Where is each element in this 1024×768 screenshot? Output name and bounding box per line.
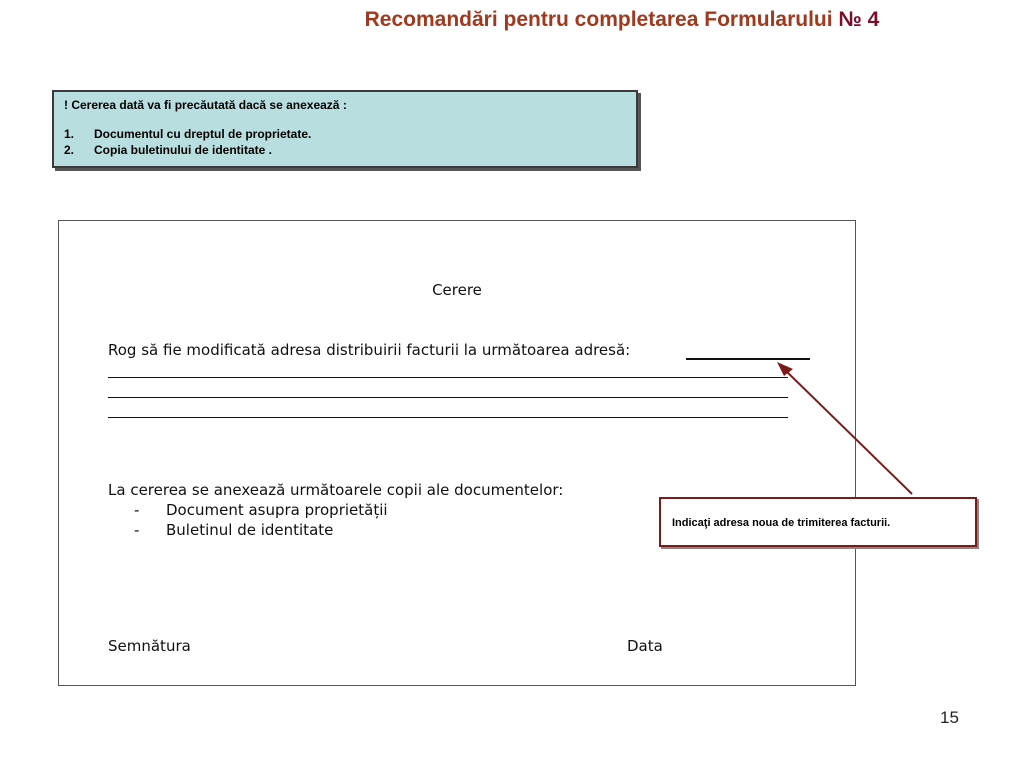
annex-item-text: Document asupra proprietății	[166, 501, 388, 519]
note-item-text: Copia buletinului de identitate .	[94, 143, 273, 157]
page-number: 15	[940, 708, 959, 727]
note-item-number: 1.	[64, 127, 75, 141]
form-title: Cerere	[432, 281, 482, 299]
annex-heading: La cererea se anexează următoarele copii ale documentelor:	[108, 481, 564, 499]
note-heading: ! Cererea dată va fi precăutată dacă se anexează :	[64, 98, 347, 112]
note-item-number: 2.	[64, 143, 75, 157]
annex-item-dash: -	[134, 501, 140, 519]
slide-title-main: Recomandări pentru completarea Formularului	[364, 8, 833, 31]
annex-item-text: Buletinul de identitate	[166, 521, 334, 539]
callout-box	[659, 497, 977, 547]
date-label: Data	[627, 637, 663, 655]
annex-item-dash: -	[134, 521, 140, 539]
form-request-text: Rog să fie modificată adresa distribuirii facturii la următoarea adresă:	[108, 341, 631, 359]
slide-title-number: № 4	[838, 8, 880, 31]
callout-text: Indicaţi adresa noua de trimiterea facturii.	[672, 517, 891, 529]
signature-label: Semnătura	[108, 637, 191, 655]
note-item-text: Documentul cu dreptul de proprietate.	[94, 127, 312, 141]
